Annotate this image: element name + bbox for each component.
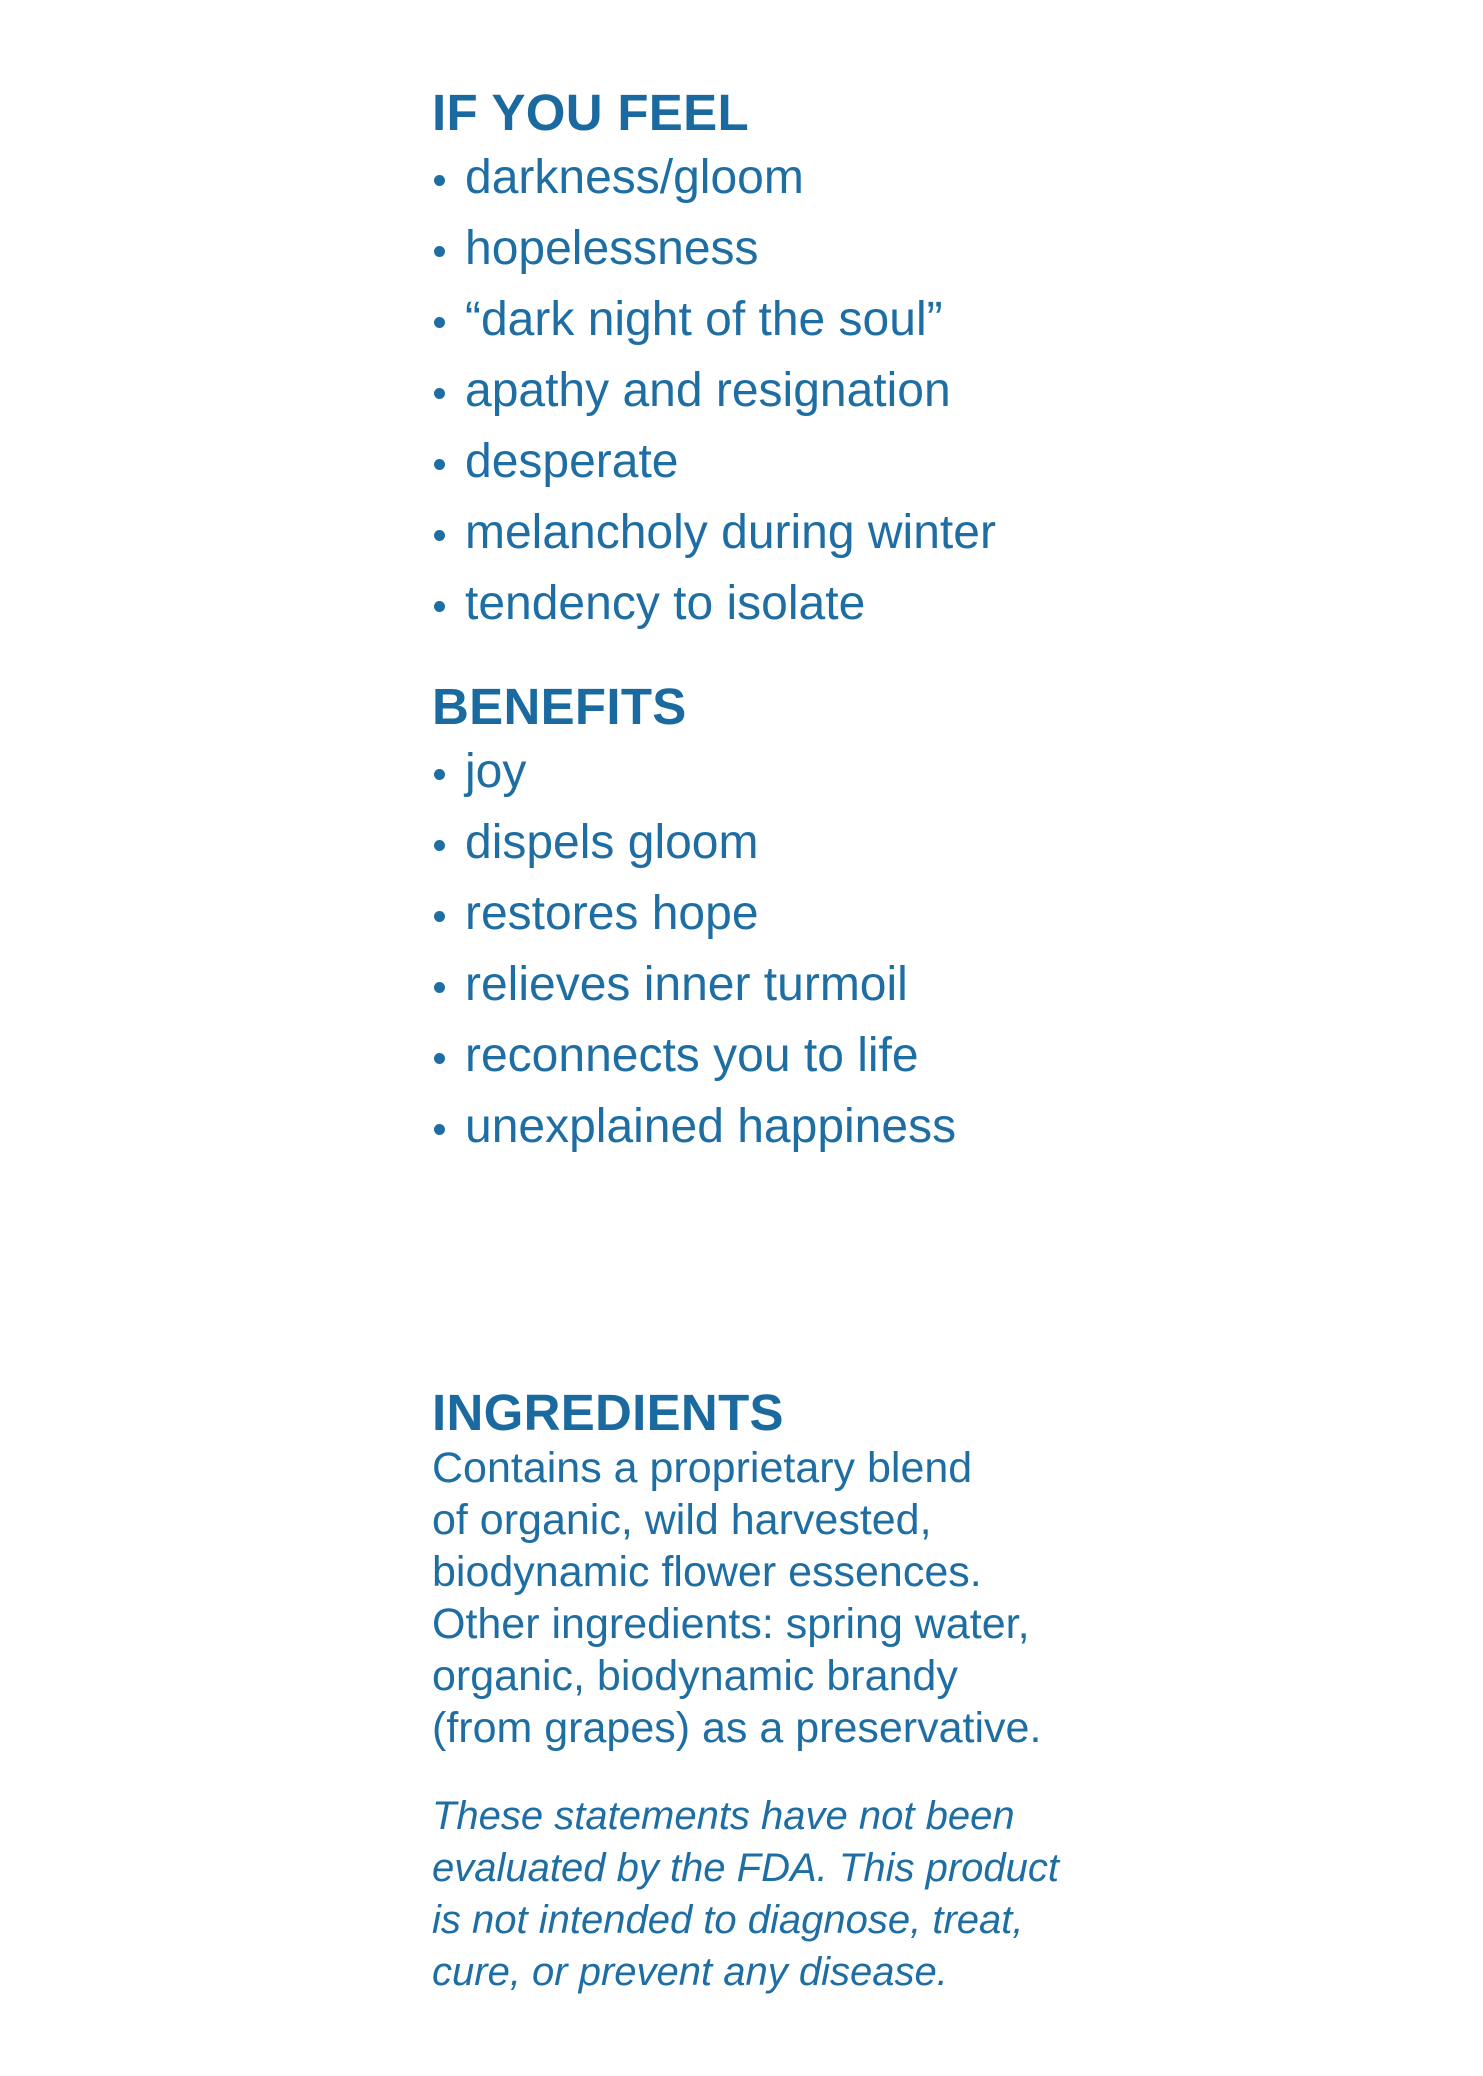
bullet-icon <box>434 530 445 541</box>
list-item-text: melancholy during winter <box>465 506 996 559</box>
disclaimer-line: evaluated by the FDA. This product <box>432 1846 1059 1890</box>
bullet-icon <box>434 769 445 780</box>
ingredients-heading: INGREDIENTS <box>432 1384 784 1441</box>
ingredients-line: of organic, wild harvested, <box>432 1496 932 1544</box>
fda-disclaimer <box>432 1790 1192 1998</box>
list-item-text: tendency to isolate <box>465 577 866 630</box>
list-item-text: relieves inner turmoil <box>465 958 908 1011</box>
list-item <box>432 949 1192 1020</box>
ingredients-text <box>432 1442 1192 1754</box>
bullet-icon <box>434 246 445 257</box>
bullet-icon <box>434 840 445 851</box>
list-item-text: hopelessness <box>465 222 759 275</box>
list-item-text: desperate <box>465 435 679 488</box>
list-item-text: unexplained happiness <box>465 1100 957 1153</box>
disclaimer-text <box>432 1790 1192 1998</box>
ingredients-line: organic, biodynamic brandy <box>432 1652 958 1700</box>
list-item-text: reconnects you to life <box>465 1029 919 1082</box>
benefits-section <box>432 678 1192 1162</box>
if-you-feel-list <box>432 142 1192 639</box>
list-item <box>432 736 1192 807</box>
disclaimer-line: cure, or prevent any disease. <box>432 1950 948 1994</box>
list-item <box>432 213 1192 284</box>
list-item <box>432 497 1192 568</box>
list-item <box>432 355 1192 426</box>
list-item-text: “dark night of the soul” <box>465 293 943 346</box>
bullet-icon <box>434 911 445 922</box>
list-item <box>432 284 1192 355</box>
if-you-feel-section <box>432 84 1192 639</box>
ingredients-line: biodynamic flower essences. <box>432 1548 982 1596</box>
if-you-feel-heading: IF YOU FEEL <box>432 84 749 141</box>
bullet-icon <box>434 175 445 186</box>
list-item-text: joy <box>465 745 527 798</box>
ingredients-line: Contains a proprietary blend <box>432 1444 973 1492</box>
list-item <box>432 1091 1192 1162</box>
ingredients-section <box>432 1384 1192 1754</box>
list-item <box>432 142 1192 213</box>
bullet-icon <box>434 317 445 328</box>
disclaimer-line: is not intended to diagnose, treat, <box>432 1898 1024 1942</box>
benefits-heading: BENEFITS <box>432 678 687 735</box>
ingredients-line: Other ingredients: spring water, <box>432 1600 1030 1648</box>
list-item <box>432 807 1192 878</box>
list-item-text: restores hope <box>465 887 759 940</box>
bullet-icon <box>434 388 445 399</box>
list-item-text: apathy and resignation <box>465 364 951 417</box>
bullet-icon <box>434 1053 445 1064</box>
disclaimer-line: These statements have not been <box>432 1794 1015 1838</box>
bullet-icon <box>434 982 445 993</box>
list-item <box>432 1020 1192 1091</box>
list-item-text: darkness/gloom <box>465 151 804 204</box>
bullet-icon <box>434 459 445 470</box>
list-item <box>432 426 1192 497</box>
list-item <box>432 878 1192 949</box>
list-item-text: dispels gloom <box>465 816 759 869</box>
ingredients-line: (from grapes) as a preservative. <box>432 1704 1042 1752</box>
bullet-icon <box>434 601 445 612</box>
benefits-list <box>432 736 1192 1162</box>
list-item <box>432 568 1192 639</box>
bullet-icon <box>434 1124 445 1135</box>
